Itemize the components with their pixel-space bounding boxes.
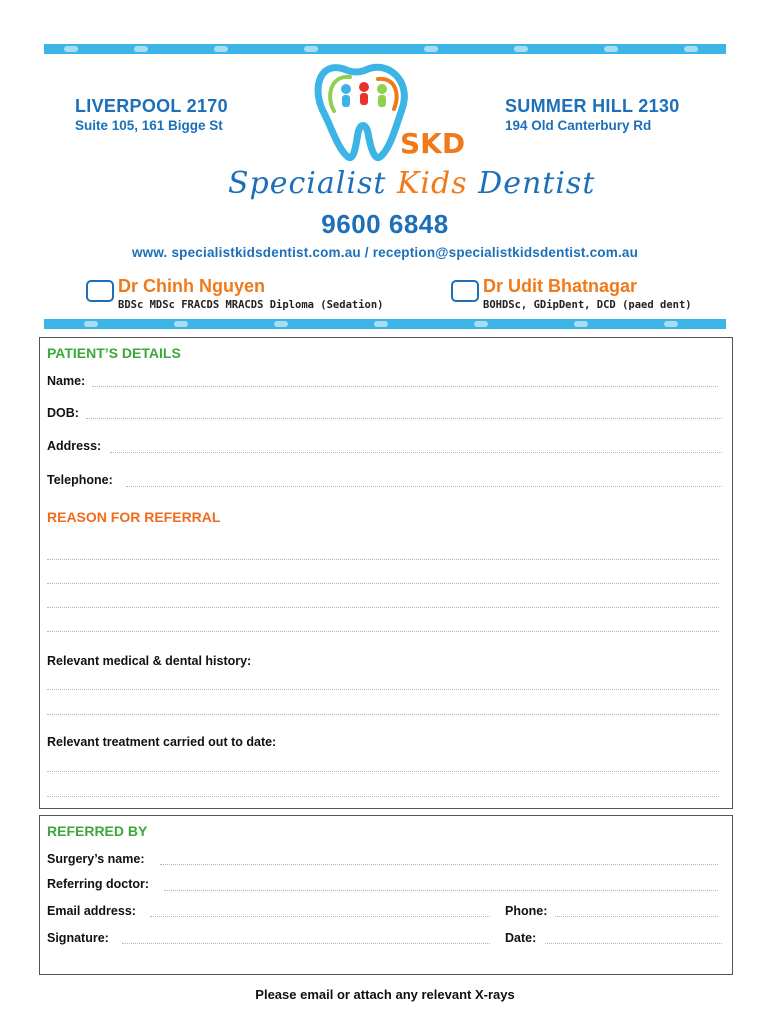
date-input-line[interactable] [545, 943, 722, 944]
treatment-line-1[interactable] [47, 771, 719, 772]
liverpool-address: Suite 105, 161 Bigge St [75, 118, 223, 133]
surgery-name-input-line[interactable] [160, 864, 718, 865]
referred-by-heading: REFERRED BY [47, 823, 148, 839]
summer-hill-title: SUMMER HILL 2130 [505, 96, 680, 116]
brand-word-dentist: Dentist [478, 166, 596, 201]
website-email-line: www. specialistkidsdentist.com.au / reception@specialistkidsdentist.com.au [131, 245, 639, 260]
liverpool-title: LIVERPOOL 2170 [75, 96, 228, 116]
header-top-band [44, 44, 726, 54]
email-input-line[interactable] [150, 916, 490, 917]
xray-footer-note: Please email or attach any relevant X-rays [255, 987, 515, 1002]
treatment-label: Relevant treatment carried out to date: [47, 735, 277, 749]
history-line-1[interactable] [47, 689, 719, 690]
patient-details-heading: PATIENT’S DETAILS [47, 345, 181, 361]
telephone-input-line[interactable] [126, 486, 722, 487]
surgery-name-label: Surgery’s name: [47, 852, 145, 866]
brand-word-specialist: Specialist [228, 166, 387, 201]
doctor-bhatnagar-name: Dr Udit Bhatnagar [483, 276, 638, 296]
phone-input-line[interactable] [555, 916, 718, 917]
doctor-nguyen-qualifications: BDSc MDSc FRACDS MRACDS Diploma (Sedation) [118, 299, 384, 311]
skd-tooth-logo [308, 57, 488, 169]
clinic-phone: 9600 6848 [321, 209, 449, 239]
treatment-line-2[interactable] [47, 796, 719, 797]
reason-for-referral-heading: REASON FOR REFERRAL [47, 509, 221, 525]
history-line-2[interactable] [47, 714, 719, 715]
email-address-label: Email address: [47, 904, 136, 918]
phone-label: Phone: [505, 904, 548, 918]
brand-word-kids: Kids [396, 166, 468, 201]
dob-input-line[interactable] [86, 418, 722, 419]
reason-line-1[interactable] [47, 559, 719, 560]
doctor-nguyen-name: Dr Chinh Nguyen [118, 276, 265, 296]
name-label: Name: [47, 374, 86, 388]
reason-line-2[interactable] [47, 583, 719, 584]
reason-line-4[interactable] [47, 631, 719, 632]
doctor-nguyen-checkbox[interactable] [86, 280, 114, 302]
summer-hill-address: 194 Old Canterbury Rd [505, 118, 652, 133]
dob-label: DOB: [47, 406, 79, 420]
reason-line-3[interactable] [47, 607, 719, 608]
telephone-label: Telephone: [47, 473, 113, 487]
referring-doctor-input-line[interactable] [164, 890, 718, 891]
doctor-bhatnagar-qualifications: BOHDSc, GDipDent, DCD (paed dent) [483, 299, 692, 311]
address-input-line[interactable] [110, 452, 722, 453]
signature-input-line[interactable] [122, 943, 490, 944]
doctor-bhatnagar-checkbox[interactable] [451, 280, 479, 302]
signature-label: Signature: [47, 931, 109, 945]
medical-history-label: Relevant medical & dental history: [47, 654, 252, 668]
address-label: Address: [47, 439, 102, 453]
referred-by-section [39, 815, 733, 975]
referring-doctor-label: Referring doctor: [47, 877, 150, 891]
name-input-line[interactable] [92, 386, 718, 387]
header-bottom-band [44, 319, 726, 329]
date-label: Date: [505, 931, 537, 945]
brand-name [228, 166, 595, 201]
skd-logo-text: SKD [400, 127, 466, 160]
